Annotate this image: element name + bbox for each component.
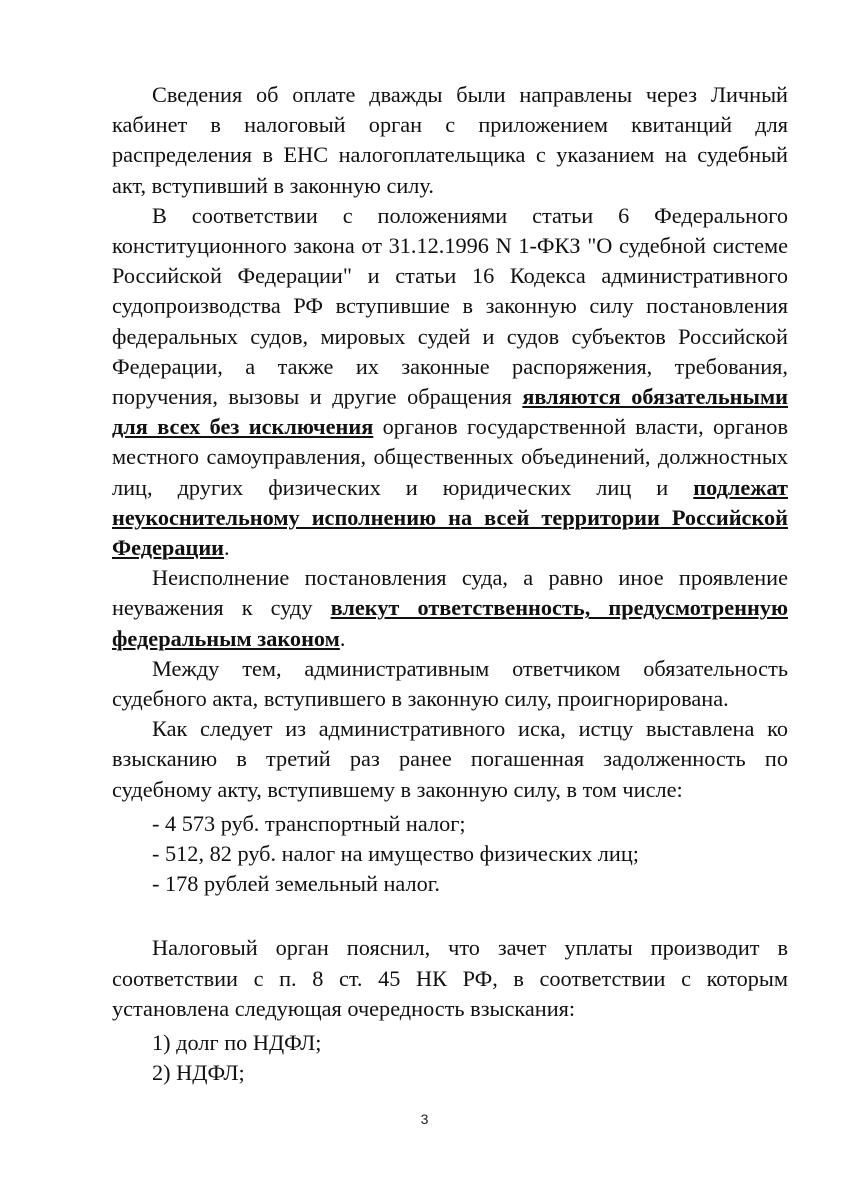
debt-item: - 178 рублей земельный налог.	[152, 871, 440, 897]
paragraph-legal-basis	[112, 201, 788, 563]
order-item: 1) долг по НДФЛ;	[152, 1030, 322, 1056]
page-number: 3	[420, 1111, 429, 1127]
paragraph-non-execution	[112, 563, 788, 654]
legal-basis-text-1: В соответствии с положениями статьи 6 Федерального конституционного закона от 31.12.1996 N 1-ФКЗ "О судебной системе Российской Федерации" и статьи 16 Кодекса административного судопроизводства РФ вступившие в законную силу постановления федеральных судов, мировых судей и судов субъектов Российской Федерации, а также их законные распоряжения, требования, поручения, вызовы и другие обращения	[112, 202, 788, 410]
non-execution-text-1: Неисполнение постановления суда, а равно иное проявление неуважения к суду	[112, 565, 788, 621]
order-list	[112, 1028, 788, 1088]
document-page	[112, 80, 788, 1089]
legal-basis-text-3: .	[224, 535, 230, 561]
paragraph-claim: Как следует из административного иска, истцу выставлена ко взысканию в третий раз ранее погашенная задолженность по судебному акту, вступившему в законную силу, в том числе:	[112, 716, 788, 802]
paragraph-payment-info: Сведения об оплате дважды были направлены через Личный кабинет в налоговый орган с приложением квитанций для распределения в ЕНС налогоплательщика с указанием на судебный акт, вступивший в законную силу.	[112, 82, 788, 198]
emphasis-strict-execution: подлежат неукоснительному исполнению на всей территории Российской Федерации	[112, 474, 788, 561]
blank-line	[112, 899, 788, 933]
emphasis-obligatory: являются обязательными для всех без исключения	[112, 384, 788, 440]
legal-basis-text-2: органов государственной власти, органов местного самоуправления, общественных объединений, должностных лиц, других физических и юридических лиц и	[112, 414, 788, 500]
debts-list	[112, 809, 788, 900]
debt-item: - 512, 82 руб. налог на имущество физических лиц;	[152, 841, 639, 867]
order-item: 2) НДФЛ;	[152, 1060, 245, 1086]
paragraph-ignored: Между тем, административным ответчиком обязательность судебного акта, вступившего в законную силу, проигнорирована.	[112, 655, 788, 712]
non-execution-text-2: .	[339, 625, 346, 651]
emphasis-liability: влекут ответственность, предусмотренную федеральным законом	[112, 595, 788, 651]
debt-item: - 4 573 руб. транспортный налог;	[152, 810, 466, 836]
paragraph-offset-order: Налоговый орган пояснил, что зачет уплаты производит в соответствии с п. 8 ст. 45 НК РФ, в соответствии с которым установлена следующая очередность взыскания:	[112, 935, 788, 1021]
